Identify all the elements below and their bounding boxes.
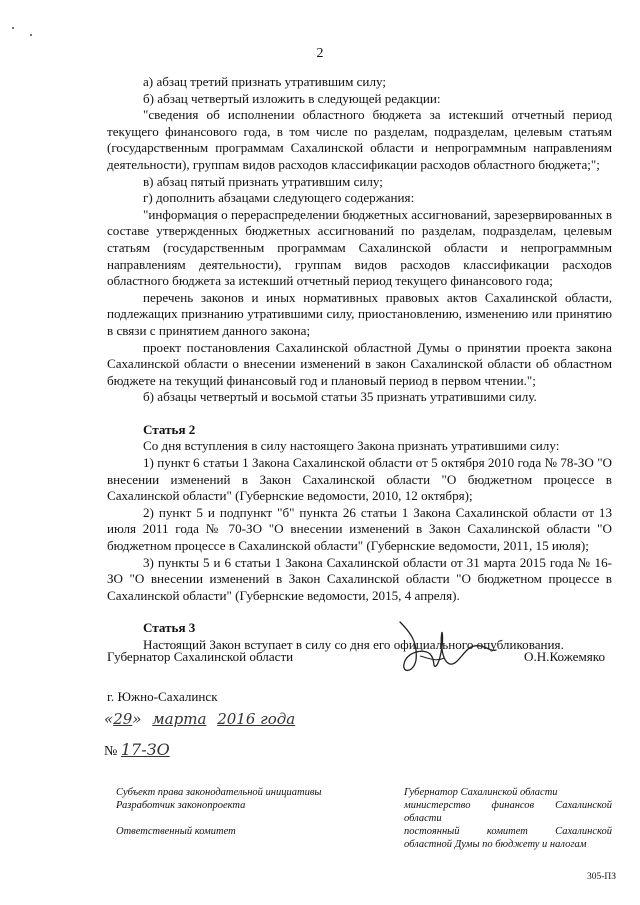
article-3-title: Статья 3 bbox=[143, 620, 196, 636]
city: г. Южно-Сахалинск bbox=[107, 689, 218, 704]
scan-speck bbox=[12, 27, 14, 29]
date-close-quote: » bbox=[132, 710, 142, 728]
paragraph: "информация о перераспределении бюджетных ассигнований, зарезервированных в составе утвержденных бюджетных ассигнований по разделам, подразделам, целевым статьям (государственным программам Сахалинской области и непрограммным направлениям деятельности), группам видов расходов классификации расходов областного бюджета за истекший отчетный период текущего финансового года; bbox=[107, 206, 612, 289]
scan-speck bbox=[30, 34, 32, 36]
article-2-intro: Со дня вступления в силу настоящего Закона признать утратившими силу: bbox=[143, 438, 560, 454]
article-2-item: 2) пункт 5 и подпункт "б" пункта 26 статьи 1 Закона Сахалинской области от 13 июля 2011 года № 70-ЗО "О внесении изменений в Закон Сахалинской области "О бюджетном процессе в Сахалинской области" (Губернские ведомости, 2011, 15 июля); bbox=[107, 504, 612, 554]
date-month: марта bbox=[152, 710, 207, 728]
document-code: 305-ПЗ bbox=[586, 872, 616, 882]
handwritten-date bbox=[104, 710, 295, 728]
footer-right bbox=[404, 786, 612, 851]
article-3-text: Настоящий Закон вступает в силу со дня его официального опубликования. bbox=[143, 637, 564, 652]
number-prefix: № bbox=[104, 744, 118, 759]
paragraph: б) абзац четвертый изложить в следующей редакции: bbox=[143, 90, 441, 106]
date-day: 29 bbox=[113, 710, 133, 728]
article-2-item: 3) пункты 5 и 6 статьи 1 Закона Сахалинской области от 31 марта 2015 года № 16-ЗО "О внесении изменений в Закон Сахалинской области "О бюджетном процессе в Сахалинской области" (Губернские ведомости, 2015, 4 апреля). bbox=[107, 554, 612, 603]
footer-left bbox=[116, 786, 356, 838]
date-year: 2016 года bbox=[217, 710, 296, 728]
law-number bbox=[104, 740, 170, 760]
paragraph: проект постановления Сахалинской областной Думы о принятии проекта закона Сахалинской области о внесении изменений в закон Сахалинской области об областном бюджете на текущий финансовый год и плановый период в первом чтении."; bbox=[107, 339, 612, 388]
footer-right-line: постоянный комитет Сахалинской областной Думы по бюджету и налогам bbox=[404, 826, 612, 850]
paragraph: б) абзацы четвертый и восьмой статьи 35 признать утратившими силу. bbox=[143, 389, 537, 405]
date-open-quote: « bbox=[104, 710, 114, 728]
paragraph: г) дополнить абзацами следующего содержания: bbox=[143, 190, 415, 206]
handwritten-signature bbox=[380, 612, 500, 682]
document-body bbox=[107, 74, 612, 654]
paragraph: а) абзац третий признать утратившим силу; bbox=[143, 74, 386, 89]
paragraph: перечень законов и иных нормативных правовых актов Сахалинской области, подлежащих признанию утратившими силу, приостановлению, изменению или принятию в связи с принятием данного закона; bbox=[107, 289, 612, 338]
paragraph: "сведения об исполнении областного бюджета за истекший отчетный период текущего финансового года, в том числе по разделам, подразделам, целевым статьям (государственным программам Сахалинской области и непрограммным направлениям деятельности), группам видов расходов классификации расходов областного бюджета;"; bbox=[107, 107, 612, 172]
footer-left-line bbox=[116, 812, 356, 825]
page-number: 2 bbox=[316, 46, 324, 61]
footer-left-line: Субъект права законодательной инициативы bbox=[116, 787, 322, 798]
article-2-item: 1) пункт 6 статьи 1 Закона Сахалинской области от 5 октября 2010 года № 78-ЗО "О внесении изменений в Закон Сахалинской области "О бюджетном процессе в Сахалинской области" (Губернские ведомости, 2010, 12 октября); bbox=[107, 455, 612, 504]
article-2-title: Статья 2 bbox=[143, 421, 196, 437]
footer-left-line: Разработчик законопроекта bbox=[116, 800, 246, 811]
signatory-name: О.Н.Кожемяко bbox=[524, 649, 605, 664]
number-handwritten: 17-ЗО bbox=[120, 740, 170, 759]
signatory-position: Губернатор Сахалинской области bbox=[107, 649, 294, 664]
footer-right-line: министерство финансов Сахалинской области bbox=[404, 800, 612, 824]
paragraph: в) абзац пятый признать утратившим силу; bbox=[143, 173, 383, 189]
footer-left-line: Ответственный комитет bbox=[116, 826, 236, 837]
footer-right-line: Губернатор Сахалинской области bbox=[404, 787, 558, 798]
